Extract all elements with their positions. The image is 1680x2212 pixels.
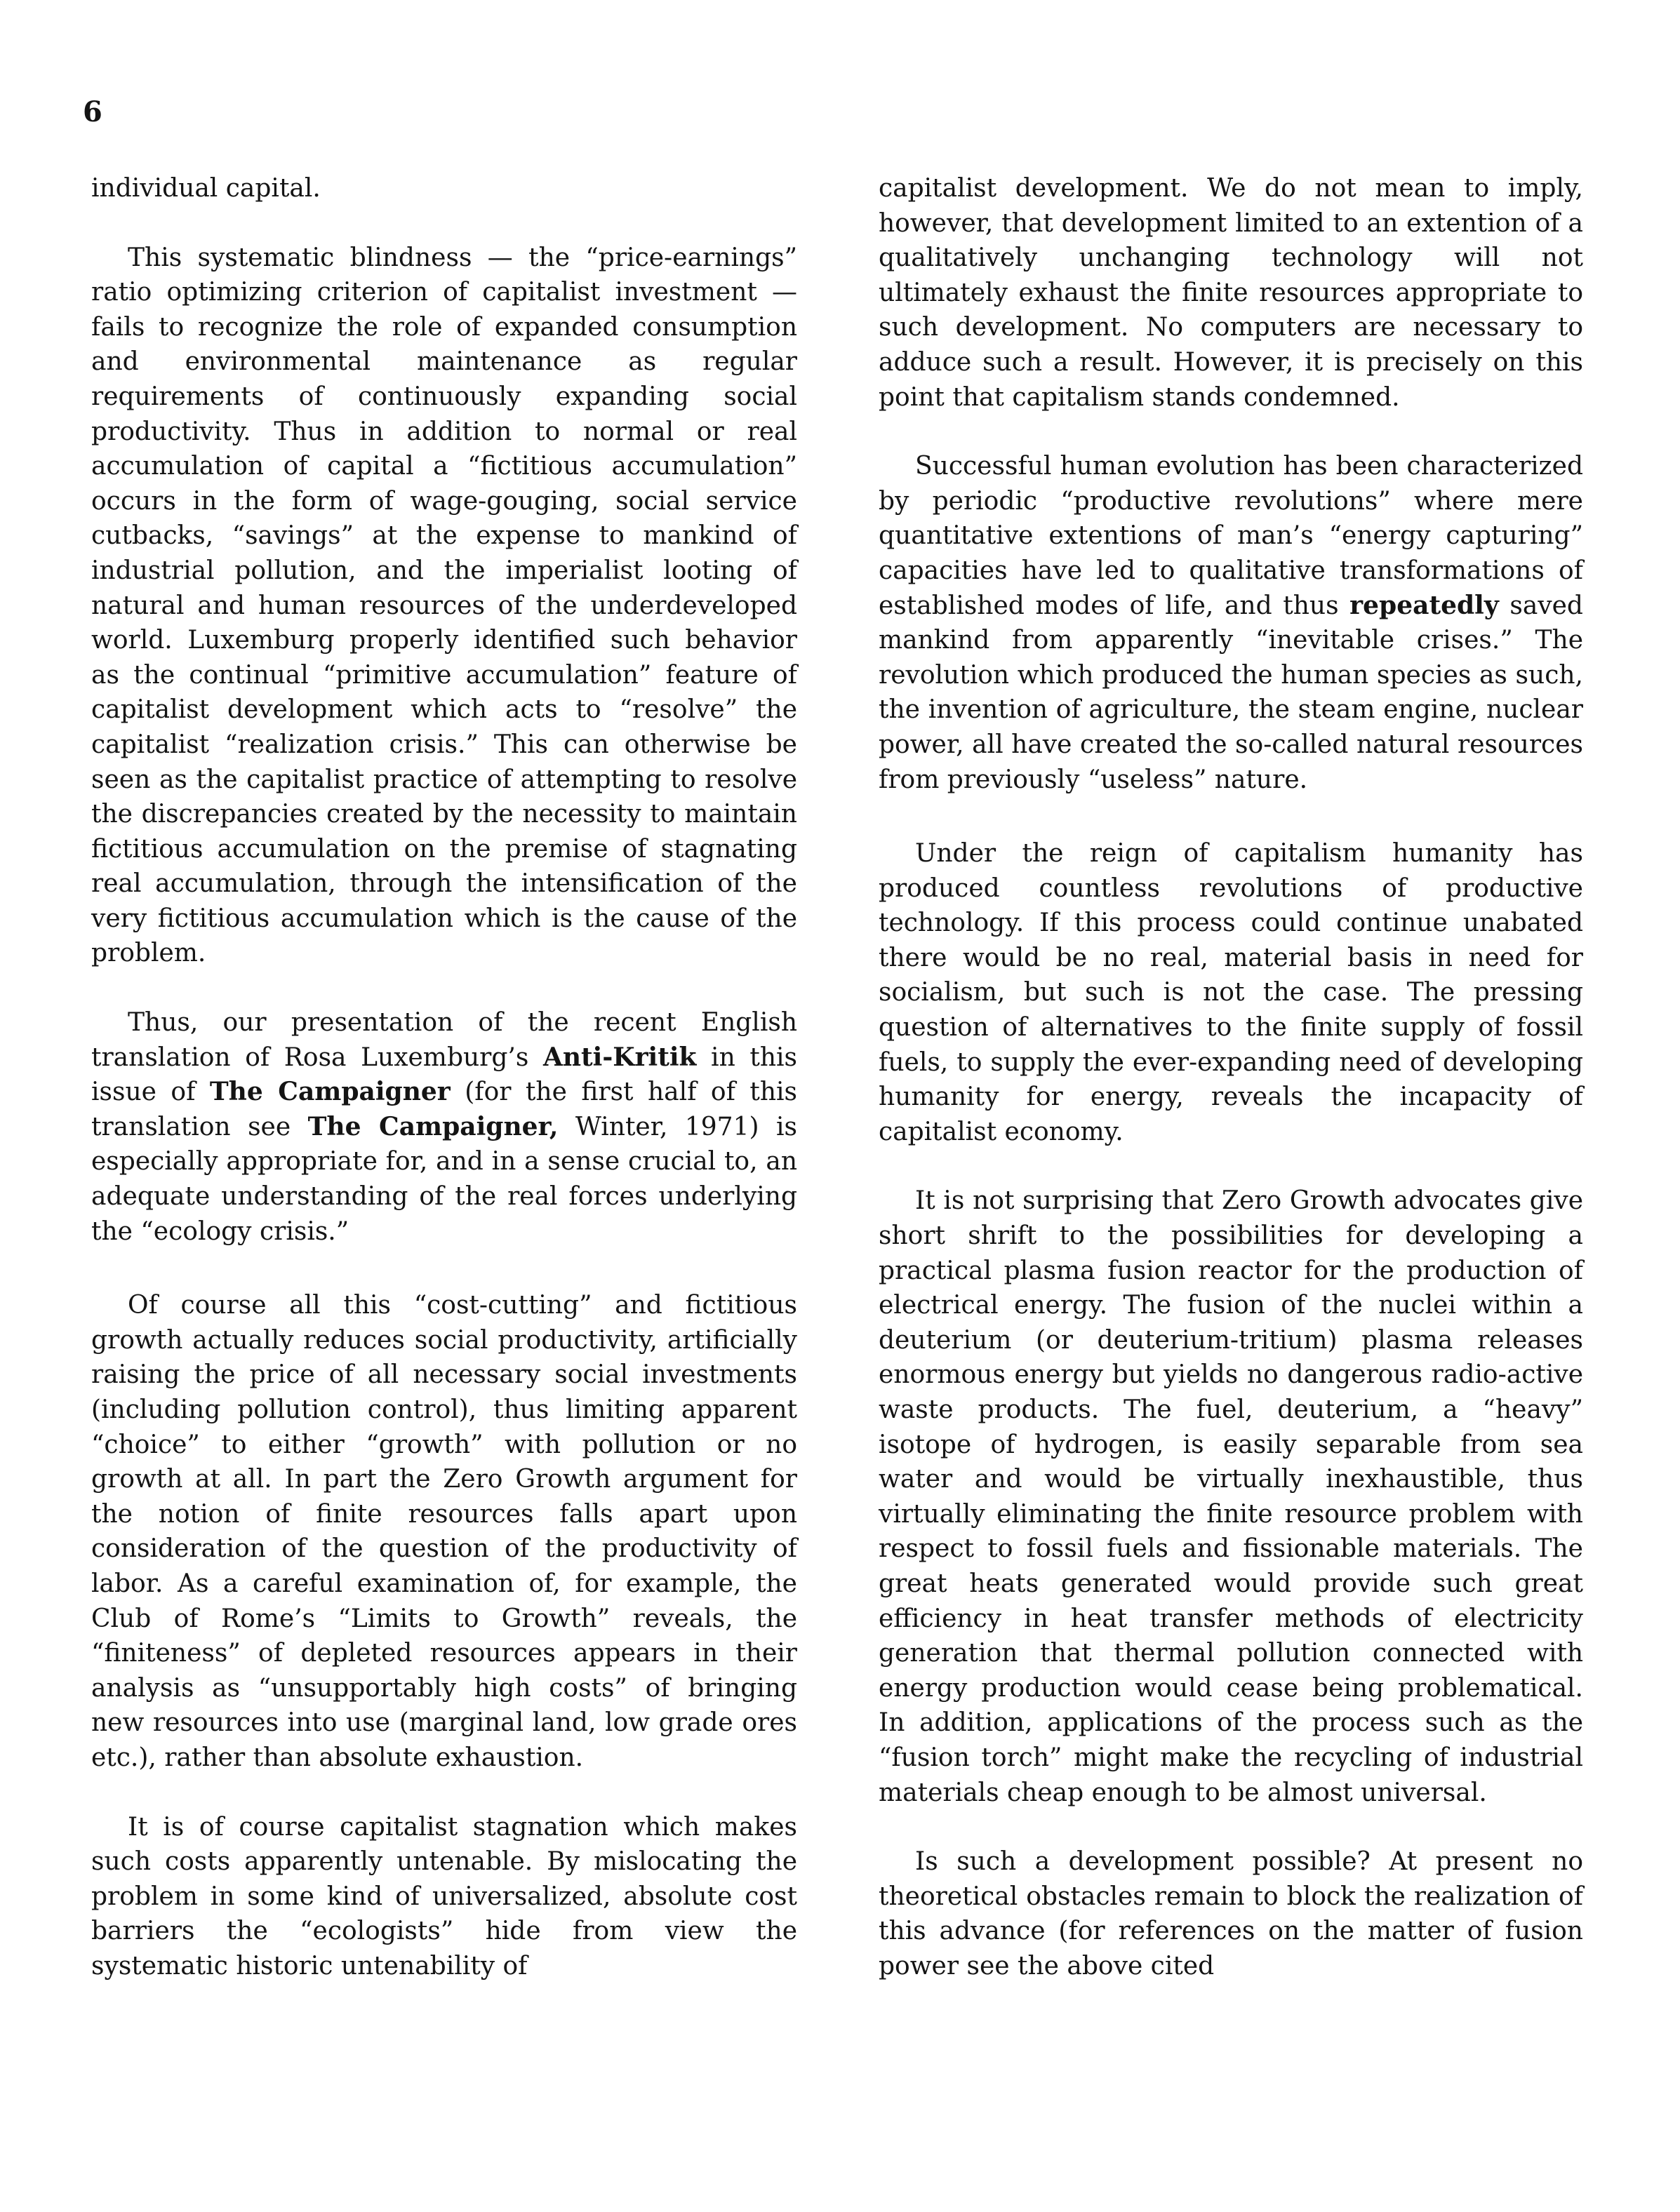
page-number: 6 <box>83 95 102 128</box>
journal-title: The Campaigner, <box>307 1111 559 1141</box>
paragraph: Successful human evolution has been characterized by periodic “productive revolutions” where mere quantitative extentions of man’s “energy capturing” capacities have led to qualitative transformations of established modes of life, and thus repeatedly saved mankind from apparently “inevitable crises.” The revolution which produced the human species as such, the invention of agriculture, the steam engine, nuclear power, all have created the so-called natural resources from previously “useless” nature. <box>879 452 1583 794</box>
paragraph: Thus, our presentation of the recent English translation of Rosa Luxemburg’s Anti-Kritik in this issue of The Campaigner (for the first half of this translation see The Campaigner, Winter, 1971) is especially appropriate for, and in a sense crucial to, an adequate understanding of the real forces underlying the “ecology crisis.” <box>91 1008 798 1246</box>
journal-title: The Campaigner <box>209 1077 451 1107</box>
emphasis-repeatedly: repeatedly <box>1349 590 1499 620</box>
book-title-anti-kritik: Anti-Kritik <box>542 1042 697 1072</box>
paragraph: It is of course capitalist stagnation which makes such costs apparently untenable. By mislocating the problem in some kind of universalized, absolute cost barriers the “ecologists” hide from view the systematic historic untenability of <box>91 1812 797 1980</box>
left-column <box>91 171 797 1984</box>
paragraph: individual capital. <box>91 174 321 203</box>
paragraph: capitalist development. We do not mean to imply, however, that development limited to an extention of a qualitatively unchanging technology will not ultimately exhaust the finite resources appropriate to such development. No computers are necessary to adduce such a result. However, it is precisely on this point that capitalism stands condemned. <box>879 174 1583 412</box>
paragraph: Is such a development possible? At present no theoretical obstacles remain to block the realization of this advance (for references on the matter of fusion power see the above cited <box>879 1847 1583 1980</box>
paragraph: Under the reign of capitalism humanity has produced countless revolutions of productive technology. If this process could continue unabated there would be no real, material basis in need for socialism, but such is not the case. The pressing question of alternatives to the finite supply of fossil fuels, to supply the ever-expanding need of developing humanity for energy, reveals the incapacity of capitalist economy. <box>879 839 1583 1146</box>
paragraph: This systematic blindness — the “price-earnings” ratio optimizing criterion of capitalist investment — fails to recognize the role of expanded consumption and environmental maintenance as regular requirements of continuously expanding social productivity. Thus in addition to normal or real accumulation of capital a “fictitious accumulation” occurs in the form of wage-gouging, social service cutbacks, “savings” at the expense to mankind of industrial pollution, and the imperialist looting of natural and human resources of the underdeveloped world. Luxemburg properly identified such behavior as the continual “primitive accumulation” feature of capitalist development which acts to “resolve” the capitalist “realization crisis.” This can otherwise be seen as the capitalist practice of attempting to resolve the discrepancies created by the necessity to maintain fictitious accumulation on the premise of stagnating real accumulation, through the intensification of the very fictitious accumulation which is the cause of the problem. <box>91 243 797 968</box>
paragraph: It is not surprising that Zero Growth advocates give short shrift to the possibilities for developing a practical plasma fusion reactor for the production of electrical energy. The fusion of the nuclei within a deuterium (or deuterium-tritium) plasma releases enormous energy but yields no dangerous radio-active waste products. The fuel, deuterium, a “heavy” isotope of hydrogen, is easily separable from sea water and would be virtually inexhaustible, thus virtually eliminating the finite resource problem with respect to fossil fuels and fissionable materials. The great heats generated would provide such great efficiency in heat transfer methods of electricity generation that thermal pollution connected with energy production would cease being problematical. In addition, applications of the process such as the “fusion torch” might make the recycling of industrial materials cheap enough to be almost universal. <box>879 1186 1583 1807</box>
right-column <box>879 171 1583 1984</box>
paragraph: Of course all this “cost-cutting” and fictitious growth actually reduces social productivity, artificially raising the price of all necessary social investments (including pollution control), thus limiting apparent “choice” to either “growth” with pollution or no growth at all. In part the Zero Growth argument for the notion of finite resources falls apart upon consideration of the question of the productivity of labor. As a careful examination of, for example, the Club of Rome’s “Limits to Growth” reveals, the “finiteness” of depleted resources appears in their analysis as “unsupportably high costs” of bringing new resources into use (marginal land, low grade ores etc.), rather than absolute exhaustion. <box>91 1291 797 1772</box>
